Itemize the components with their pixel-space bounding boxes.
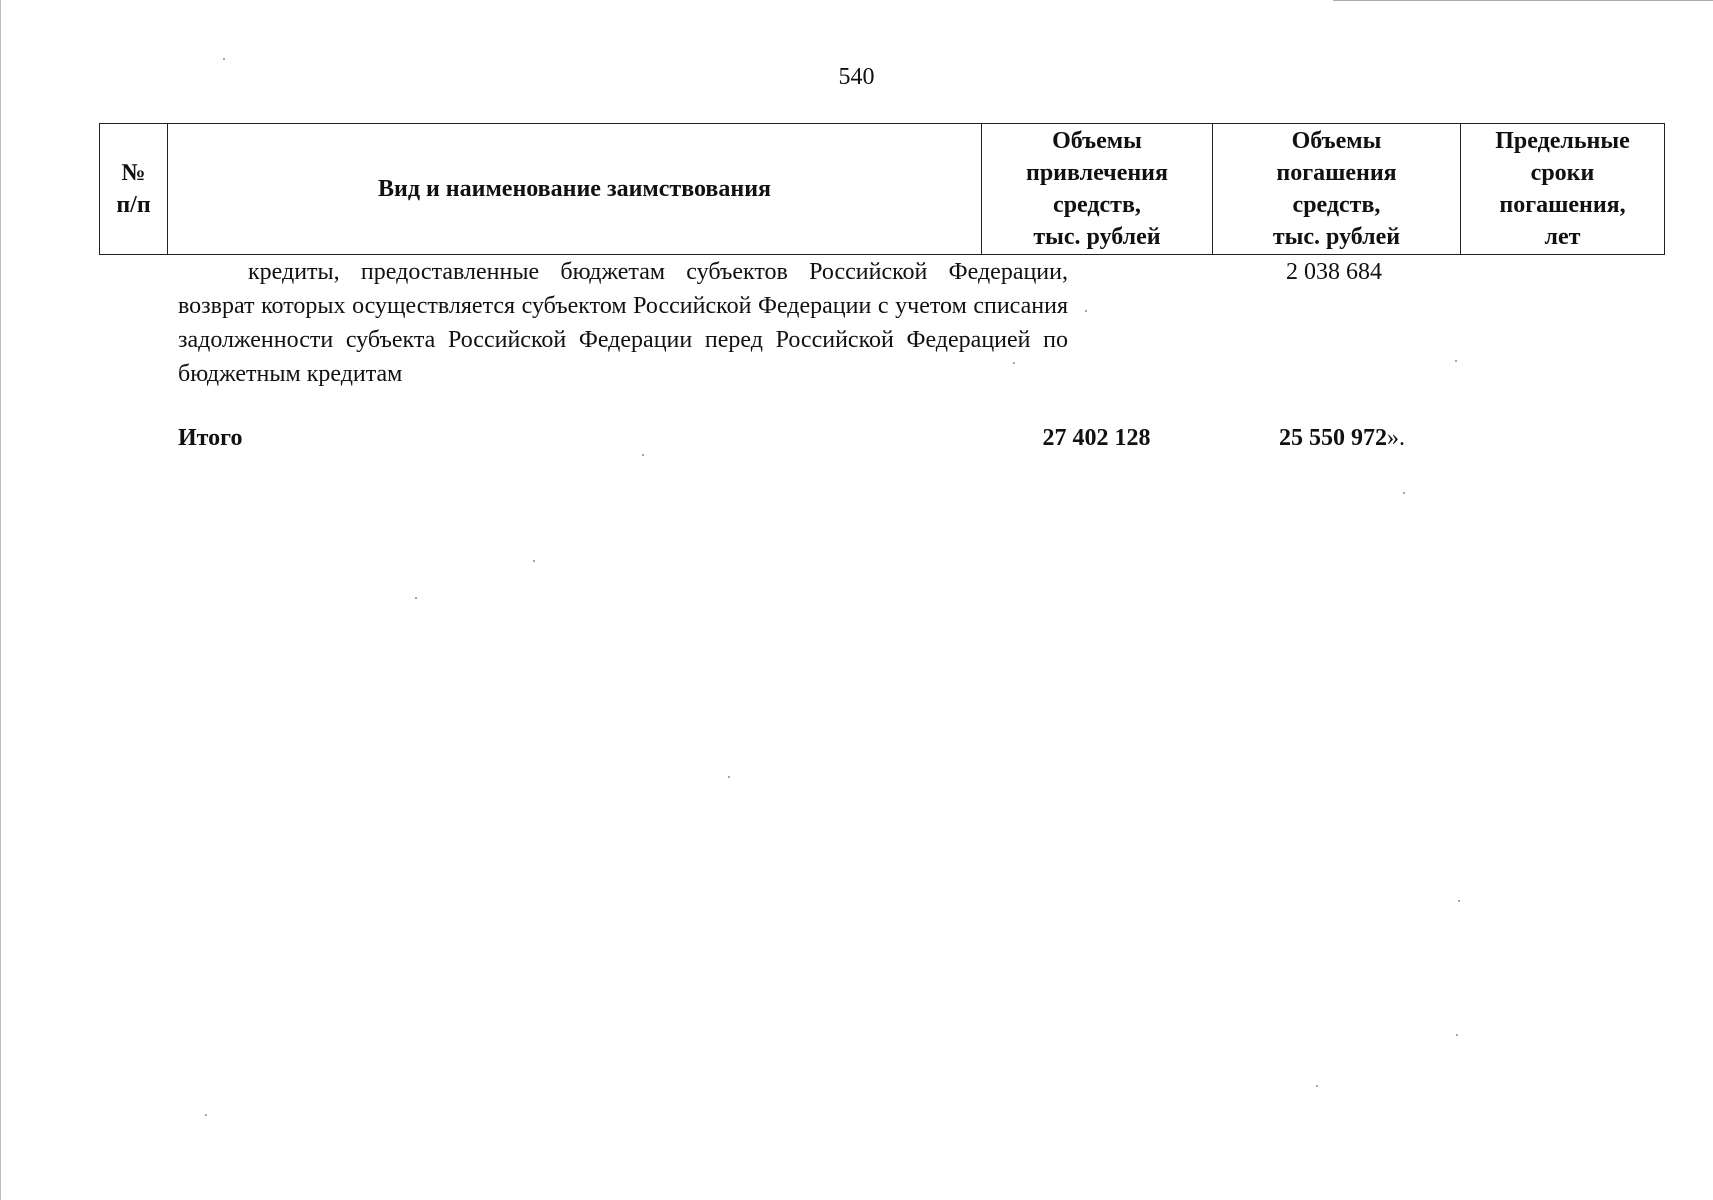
scan-speck — [1458, 900, 1460, 902]
row-description — [178, 255, 1068, 391]
total-repayment-cell — [1212, 421, 1472, 455]
scan-speck — [533, 560, 535, 562]
scan-speck — [1085, 310, 1087, 312]
scan-speck — [728, 776, 730, 778]
total-borrowing-value: 27 402 128 — [1042, 425, 1151, 451]
scan-speck — [1456, 1034, 1458, 1036]
table-header — [99, 123, 1665, 255]
scan-speck — [1455, 360, 1457, 362]
scan-speck — [1403, 492, 1405, 494]
scan-speck — [223, 58, 225, 60]
closing-quote: ». — [1387, 425, 1405, 451]
scan-speck — [1013, 362, 1015, 364]
header-repayment-term: Предельные сроки погашения, лет — [1495, 128, 1630, 250]
header-borrowing-type: Вид и наименование заимствования — [168, 124, 982, 254]
scan-speck — [205, 1114, 207, 1116]
scan-top-rule — [1333, 0, 1713, 1]
total-repayment-value: 25 550 972 — [1279, 425, 1387, 451]
row-description-text: кредиты, предоставленные бюджетам субъектов Российской Федерации, возврат которых осуществляется субъектом Российской Федерации с учетом списания задолженности субъекта Российской Федерации перед Российской Федерацией по бюджетным кредитам — [178, 259, 1068, 387]
header-borrowing-volume: Объемы привлечения средств, тыс. рублей — [982, 124, 1213, 254]
scan-speck — [1316, 1085, 1318, 1087]
scan-speck — [642, 454, 644, 456]
header-number: № п/п — [100, 124, 168, 254]
row-repayment-value: 2 038 684 — [1286, 259, 1382, 285]
total-label: Итого — [178, 425, 243, 451]
header-repayment-volume: Объемы погашения средств, тыс. рублей — [1213, 124, 1461, 254]
page-number: 540 — [838, 64, 875, 90]
scan-speck — [415, 597, 417, 599]
scan-edge-line — [0, 0, 1, 1200]
